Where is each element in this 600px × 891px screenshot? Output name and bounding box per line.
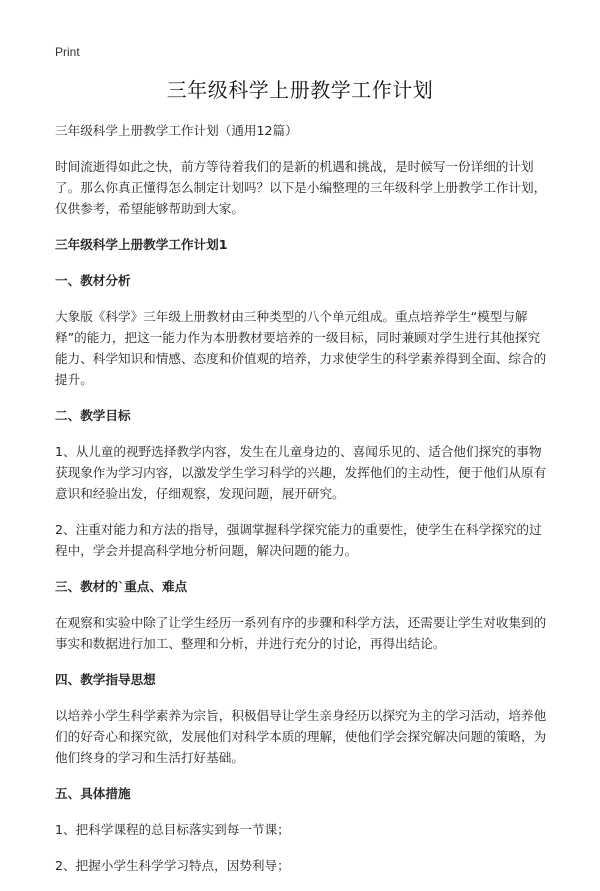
section-paragraph: 2、注重对能力和方法的指导，强调掌握科学探究能力的重要性，使学生在科学探究的过程中，学会并提高科学地分析问题，解决问题的能力。 [55, 522, 542, 558]
article-body [55, 120, 548, 891]
article-heading: 三年级科学上册教学工作计划1 [55, 237, 228, 252]
section-heading: 五、具体措施 [55, 786, 131, 801]
section-paragraph: 1、把科学课程的总目标落实到每一节课； [55, 822, 290, 837]
section-paragraph: 1、从儿童的视野选择教学内容，发生在儿童身边的、喜闻乐见的、适合他们探究的事物获现象作为学习内容，以激发学生学习科学的兴趣，发挥他们的主动性，便于他们从原有意识和经验出发，仔细观察，发现问题，展开研究。 [55, 444, 547, 501]
section-paragraph: 以培养小学生科学素养为宗旨，积极倡导让学生亲身经历以探究为主的学习活动，培养他们的好奇心和探究欲，发展他们对科学本质的理解，使他们学会探究解决问题的策略，为他们终身的学习和生活打好基础。 [55, 708, 547, 765]
intro-paragraph: 时间流逝得如此之快，前方等待着我们的是新的机遇和挑战，是时候写一份详细的计划了。那么你真正懂得怎么制定计划吗？以下是小编整理的三年级科学上册教学工作计划，仅供参考，希望能够帮助到大家。 [55, 159, 547, 216]
section-paragraph: 大象版《科学》三年级上册教材由三种类型的八个单元组成。重点培养学生“模型与解释”的能力，把这一能力作为本册教材要培养的一级目标，同时兼顾对学生进行其他探究能力、科学知识和情感、态度和价值观的培养，力求使学生的科学素养得到全面、综合的提升。 [55, 309, 547, 387]
section-heading: 三、教材的`重点、难点 [55, 579, 188, 594]
section-paragraph: 在观察和实验中除了让学生经历一系列有序的步骤和科学方法，还需要让学生对收集到的事实和数据进行加工、整理和分析，并进行充分的讨论，再得出结论。 [55, 615, 547, 651]
page-title: 三年级科学上册教学工作计划 [166, 78, 434, 102]
article-subtitle: 三年级科学上册教学工作计划（通用12篇） [55, 123, 298, 138]
print-link[interactable]: Print [55, 45, 80, 59]
section-heading: 四、教学指导思想 [55, 672, 156, 687]
section-heading: 二、教学目标 [55, 408, 131, 423]
section-heading: 一、教材分析 [55, 273, 131, 288]
section-paragraph: 2、把握小学生科学学习特点，因势利导； [55, 858, 290, 873]
